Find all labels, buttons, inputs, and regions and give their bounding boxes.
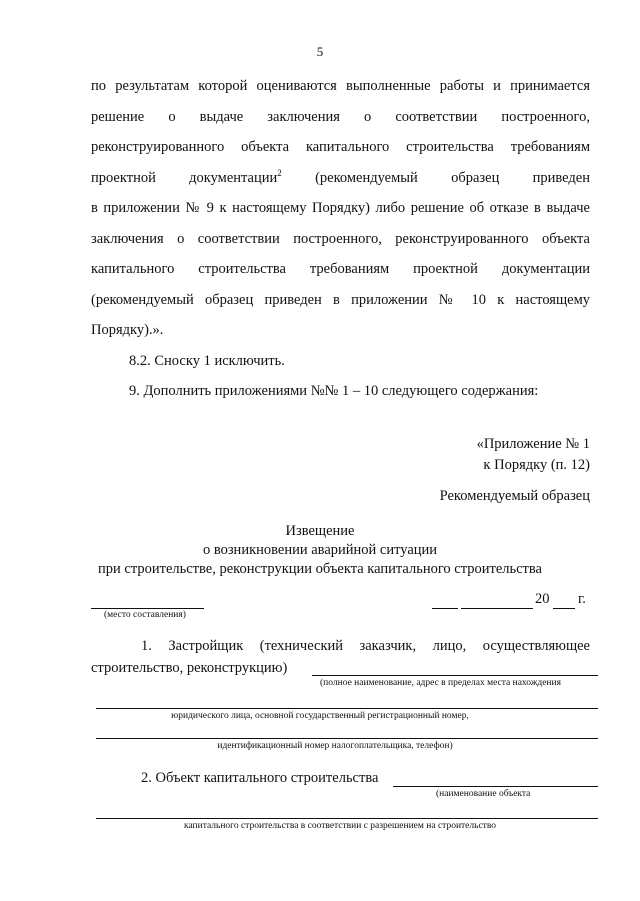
field1-underline-2 (96, 708, 598, 709)
paragraph-body (91, 71, 590, 407)
paragraph-line: (рекомендуемый образец приведен в приложении № 10 к настоящему (91, 291, 590, 308)
place-underline (91, 608, 204, 609)
paragraph-line-tail: (рекомендуемый образец приведен (315, 169, 590, 186)
date-month-underline (461, 608, 533, 609)
field2-underline-1 (393, 786, 598, 787)
place-label: (место составления) (104, 610, 186, 620)
paragraph-line: в приложении № 9 к настоящему Порядку) либо решение об отказе в выдаче (91, 200, 590, 216)
paragraph-line: заключения о соответствии построенного, реконструированного объекта (91, 230, 590, 247)
field1-hint3: идентификационный номер налогоплательщика, телефон) (217, 741, 453, 751)
notice-subtitle-1: о возникновении аварийной ситуации (202, 542, 438, 558)
paragraph-line-with-footnote (91, 163, 590, 194)
paragraph-line: реконструированного объекта капитального строительства требованиям (91, 139, 590, 155)
date-year: 20 (535, 591, 550, 607)
appendix-line-1: «Приложение № 1 (476, 436, 590, 452)
field2-hint2: капитального строительства в соответствии с разрешением на строительство (183, 821, 497, 831)
field2-hint1: (наименование объекта (436, 789, 531, 799)
paragraph-line: по результатам которой оцениваются выполненные работы и принимается (91, 78, 590, 94)
appendix-header (477, 434, 590, 476)
field1-hint1: (полное наименование, адрес в пределах места нахождения (320, 678, 561, 688)
paragraph-line-start: проектной документации (91, 169, 278, 186)
field1-line1: 1. Застройщик (технический заказчик, лицо, осуществляющее (141, 638, 590, 654)
paragraph-line: решение о выдаче заключения о соответствии построенного, (91, 108, 590, 125)
item-9: 9. Дополнить приложениями №№ 1 – 10 следующего содержания: (129, 383, 539, 399)
field1-underline-1 (312, 675, 598, 676)
paragraph-line: Порядку).». (91, 322, 164, 338)
appendix-line-2: к Порядку (п. 12) (483, 457, 590, 473)
date-suffix: г. (578, 591, 586, 607)
notice-title: Извещение (285, 523, 355, 539)
recommended-sample: Рекомендуемый образец (439, 488, 590, 504)
field1-underline-3 (96, 738, 598, 739)
item-8-2: 8.2. Сноску 1 исключить. (129, 352, 285, 369)
date-day-underline (432, 608, 458, 609)
footnote-mark: 2 (277, 167, 282, 178)
notice-subtitle-2: при строительстве, реконструкции объекта капитального строительства (98, 561, 542, 577)
paragraph-line: капитального строительства требованиям проектной документации (91, 261, 590, 277)
date-year-underline (553, 608, 575, 609)
field2-label: 2. Объект капитального строительства (141, 770, 379, 786)
page-number: 5 (316, 44, 324, 59)
field2-underline-2 (96, 818, 598, 819)
field1-line2: строительство, реконструкцию) (91, 660, 288, 676)
field1-hint2: юридического лица, основной государственный регистрационный номер, (171, 711, 469, 721)
